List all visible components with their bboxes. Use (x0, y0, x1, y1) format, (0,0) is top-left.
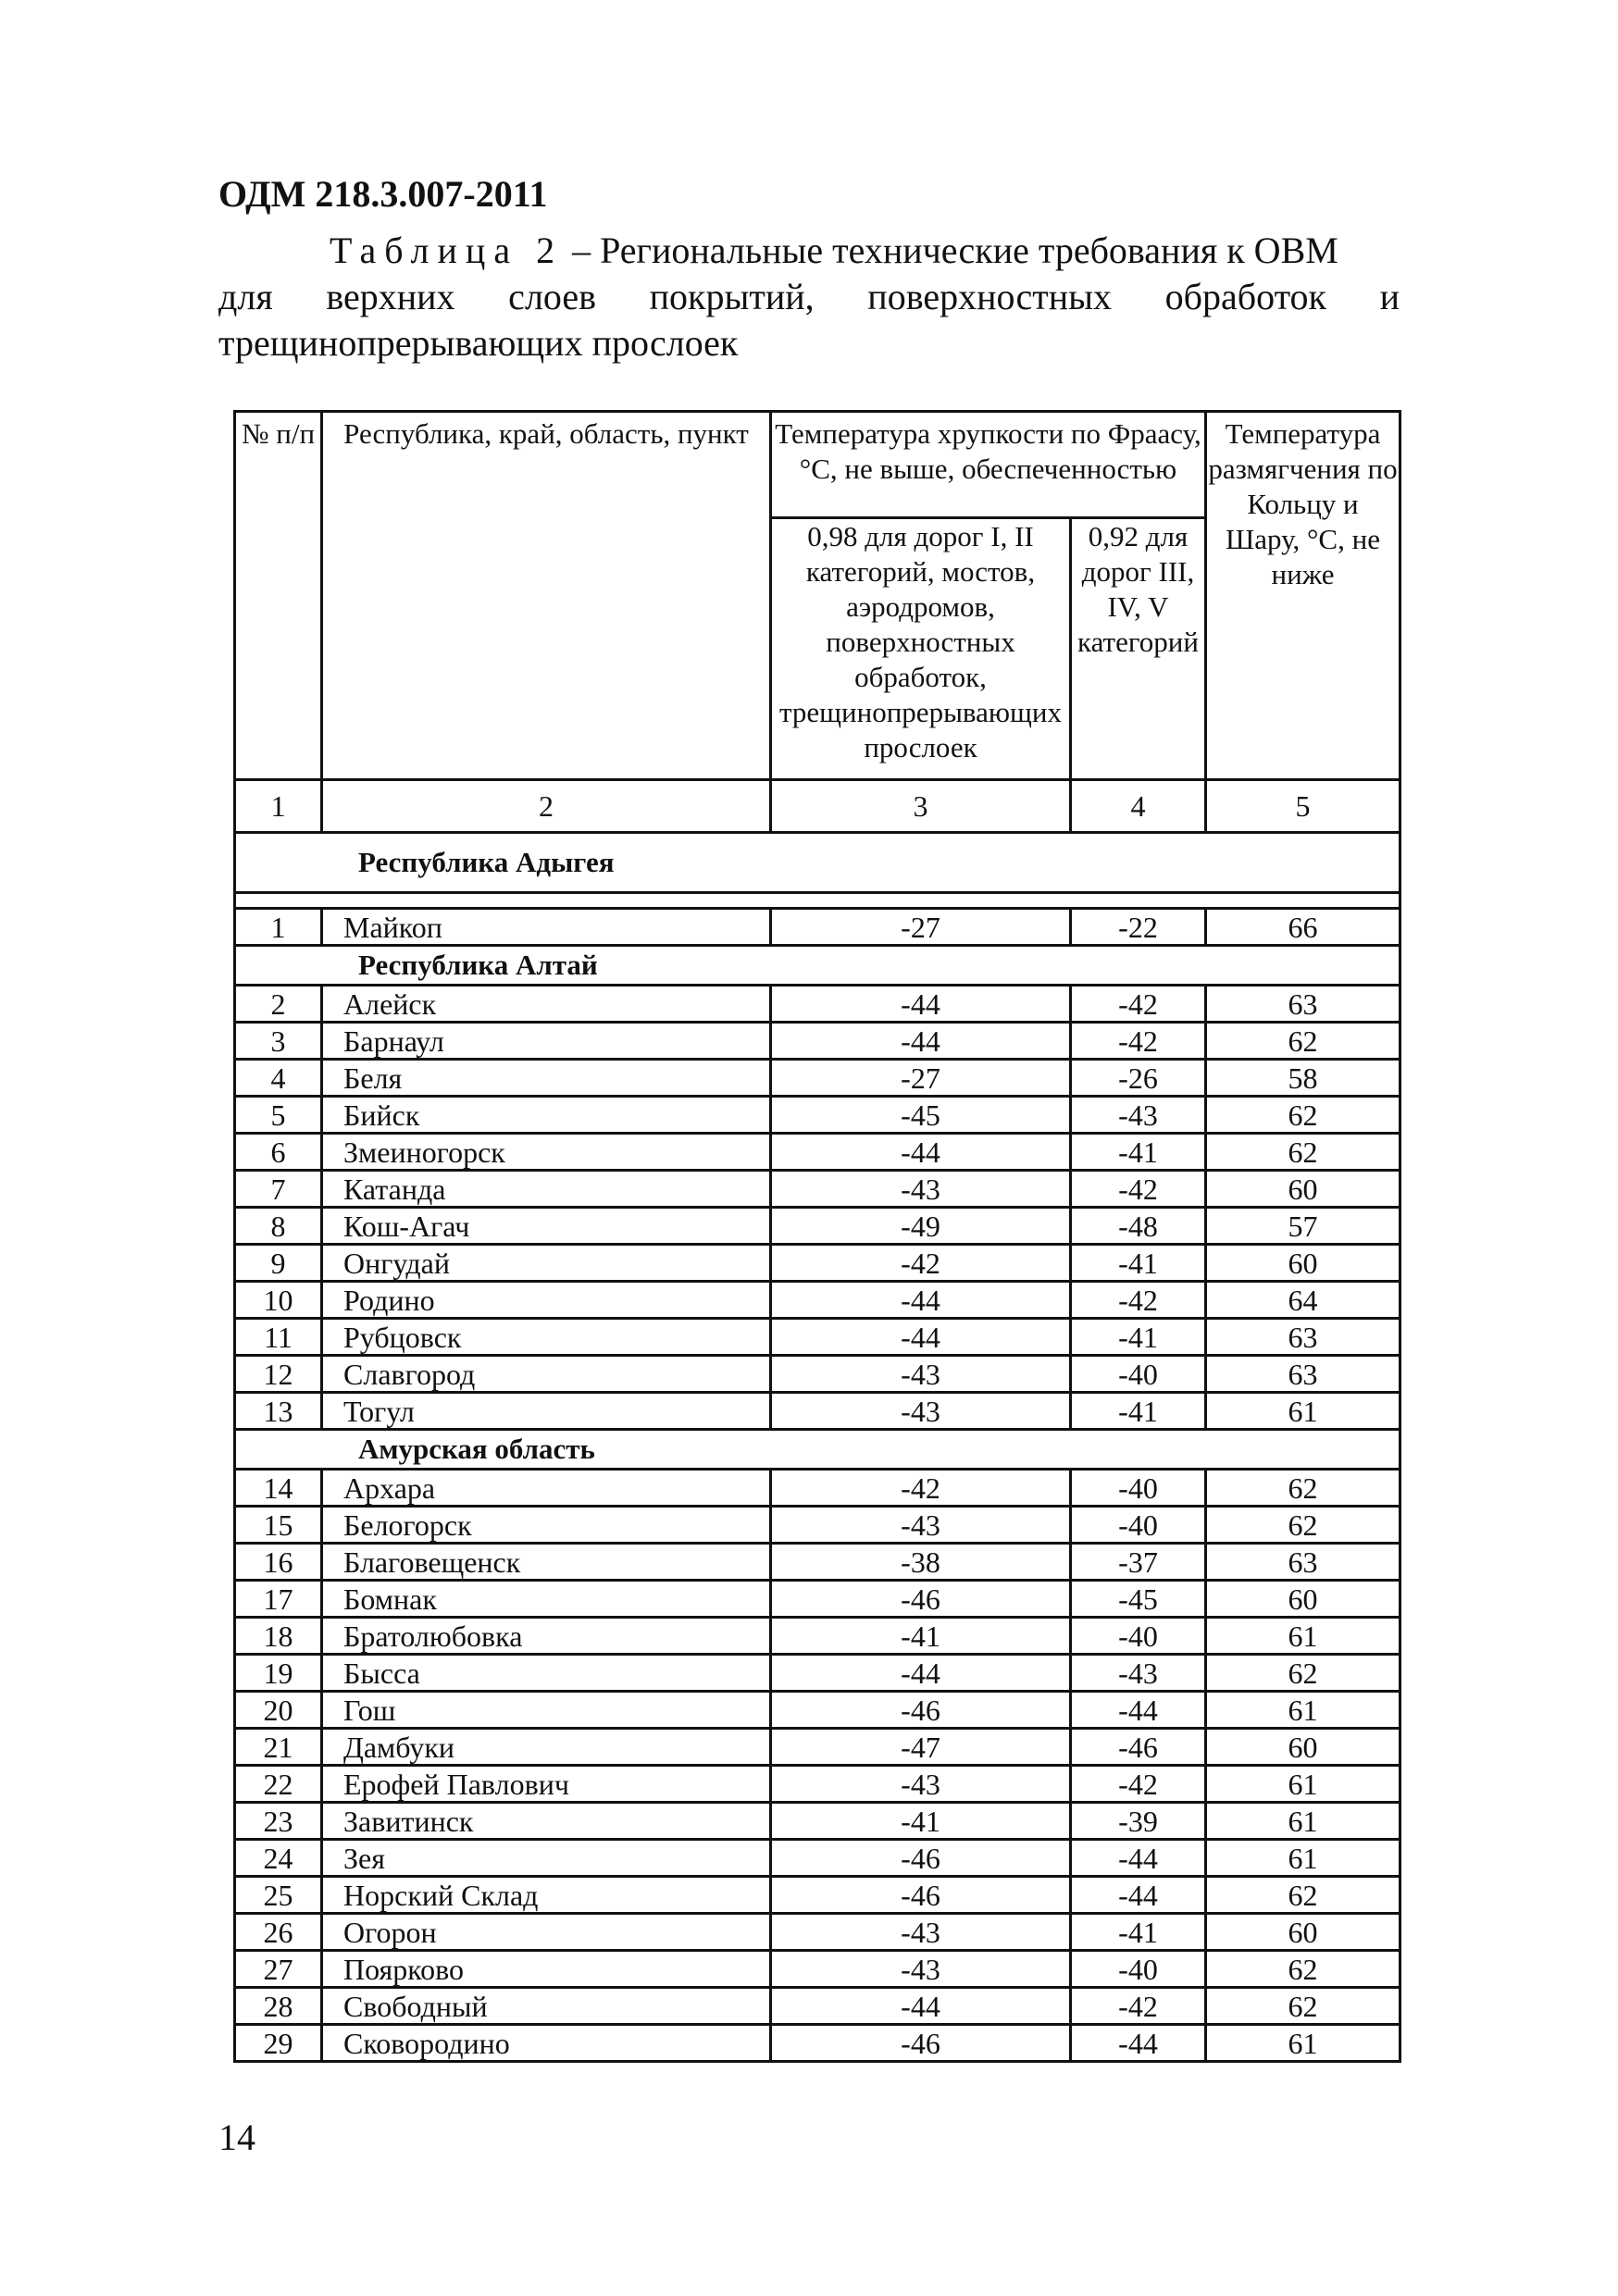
cell-softening: 60 (1206, 1581, 1400, 1618)
cell-number: 20 (235, 1692, 322, 1729)
cell-softening: 64 (1206, 1282, 1400, 1319)
cell-softening: 62 (1206, 1877, 1400, 1914)
cell-fraass-092: -45 (1071, 1581, 1206, 1618)
cell-softening: 63 (1206, 1356, 1400, 1393)
cell-number: 25 (235, 1877, 322, 1914)
cell-fraass-092: -40 (1071, 1470, 1206, 1507)
cell-fraass-098: -38 (771, 1544, 1071, 1581)
table-row (235, 1840, 1400, 1877)
cell-number: 10 (235, 1282, 322, 1319)
cell-location: Норский Склад (322, 1877, 771, 1914)
table-row (235, 1470, 1400, 1507)
cell-softening: 62 (1206, 1507, 1400, 1544)
cell-fraass-098: -43 (771, 1507, 1071, 1544)
caption-title-line2: для верхних слоев покрытий, поверхностных обработок и (218, 276, 1400, 317)
cell-number: 28 (235, 1988, 322, 2025)
document-code: ОДМ 218.3.007-2011 (218, 173, 548, 215)
cell-fraass-098: -44 (771, 1655, 1071, 1692)
cell-fraass-092: -22 (1071, 909, 1206, 946)
page-number: 14 (218, 2116, 255, 2158)
table-body (235, 780, 1400, 2062)
header-number: № п/п (235, 412, 322, 780)
header-col-092: 0,92 для дорог III, IV, V категорий (1071, 518, 1206, 780)
cell-fraass-098: -43 (771, 1356, 1071, 1393)
cell-softening: 63 (1206, 1544, 1400, 1581)
table-row (235, 1245, 1400, 1282)
cell-fraass-092: -39 (1071, 1803, 1206, 1840)
cell-location: Бысса (322, 1655, 771, 1692)
cell-number: 3 (235, 1023, 322, 1060)
cell-location: Свободный (322, 1988, 771, 2025)
table-row (235, 1544, 1400, 1581)
cell-fraass-092: -42 (1071, 1766, 1206, 1803)
cell-fraass-092: -41 (1071, 1319, 1206, 1356)
cell-softening: 61 (1206, 1618, 1400, 1655)
cell-location: Дамбуки (322, 1729, 771, 1766)
cell-fraass-098: -46 (771, 1840, 1071, 1877)
cell-fraass-092: -41 (1071, 1245, 1206, 1282)
cell-fraass-098: -46 (771, 1877, 1071, 1914)
cell-softening: 61 (1206, 1840, 1400, 1877)
table-row (235, 986, 1400, 1023)
cell-location: Зея (322, 1840, 771, 1877)
table-row (235, 1655, 1400, 1692)
cell-location: Славгород (322, 1356, 771, 1393)
cell-fraass-092: -41 (1071, 1914, 1206, 1951)
cell-number: 29 (235, 2025, 322, 2062)
cell-fraass-098: -46 (771, 1581, 1071, 1618)
cell-softening: 62 (1206, 1023, 1400, 1060)
cell-fraass-092: -48 (1071, 1208, 1206, 1245)
cell-location: Алейск (322, 986, 771, 1023)
table-row (235, 1171, 1400, 1208)
cell-location: Майкоп (322, 909, 771, 946)
cell-location: Завитинск (322, 1803, 771, 1840)
table-row (235, 2025, 1400, 2062)
cell-softening: 57 (1206, 1208, 1400, 1245)
cell-softening: 61 (1206, 1393, 1400, 1430)
cell-fraass-092: -40 (1071, 1618, 1206, 1655)
caption-title-line3: трещинопрерывающих прослоек (218, 322, 739, 364)
cell-fraass-098: -42 (771, 1245, 1071, 1282)
requirements-table (233, 410, 1401, 2063)
cell-softening: 60 (1206, 1914, 1400, 1951)
cell-softening: 62 (1206, 1951, 1400, 1988)
header-region: Республика, край, область, пункт (322, 412, 771, 780)
cell-fraass-098: -41 (771, 1618, 1071, 1655)
cell-fraass-092: -40 (1071, 1507, 1206, 1544)
cell-number: 22 (235, 1766, 322, 1803)
region-row (235, 1430, 1400, 1470)
cell-fraass-092: -46 (1071, 1729, 1206, 1766)
cell-fraass-098: -41 (771, 1803, 1071, 1840)
cell-fraass-098: -43 (771, 1171, 1071, 1208)
cell-fraass-098: -44 (771, 986, 1071, 1023)
cell-number: 11 (235, 1319, 322, 1356)
table-row (235, 1060, 1400, 1097)
cell-location: Кош-Агач (322, 1208, 771, 1245)
cell-softening: 62 (1206, 1470, 1400, 1507)
cell-number: 16 (235, 1544, 322, 1581)
cell-softening: 63 (1206, 986, 1400, 1023)
cell-number: 26 (235, 1914, 322, 1951)
cell-softening: 62 (1206, 1655, 1400, 1692)
cell-location: Рубцовск (322, 1319, 771, 1356)
cell-fraass-092: -44 (1071, 2025, 1206, 2062)
cell-fraass-092: -26 (1071, 1060, 1206, 1097)
table-row (235, 1581, 1400, 1618)
cell-softening: 63 (1206, 1319, 1400, 1356)
cell-fraass-098: -45 (771, 1097, 1071, 1134)
cell-location: Бийск (322, 1097, 771, 1134)
cell-number: 27 (235, 1951, 322, 1988)
cell-fraass-092: -40 (1071, 1951, 1206, 1988)
cell-location: Родино (322, 1282, 771, 1319)
cell-fraass-092: -42 (1071, 986, 1206, 1023)
cell-location: Огорон (322, 1914, 771, 1951)
cell-number: 1 (235, 909, 322, 946)
table-row (235, 1914, 1400, 1951)
spacer-cell (235, 893, 1400, 909)
cell-fraass-098: -27 (771, 909, 1071, 946)
table-row (235, 1023, 1400, 1060)
cell-location: Ерофей Павлович (322, 1766, 771, 1803)
cell-number: 21 (235, 1729, 322, 1766)
cell-number: 14 (235, 1470, 322, 1507)
cell-location: Поярково (322, 1951, 771, 1988)
cell-softening: 58 (1206, 1060, 1400, 1097)
region-name: Республика Адыгея (235, 833, 1400, 893)
cell-fraass-098: -42 (771, 1470, 1071, 1507)
cell-softening: 61 (1206, 2025, 1400, 2062)
cell-softening: 61 (1206, 1692, 1400, 1729)
cell-fraass-092: -44 (1071, 1692, 1206, 1729)
cell-number: 4 (235, 1060, 322, 1097)
column-number: 5 (1206, 780, 1400, 833)
table-row (235, 1134, 1400, 1171)
cell-fraass-092: -37 (1071, 1544, 1206, 1581)
cell-number: 19 (235, 1655, 322, 1692)
cell-fraass-098: -27 (771, 1060, 1071, 1097)
cell-location: Белогорск (322, 1507, 771, 1544)
cell-number: 24 (235, 1840, 322, 1877)
cell-number: 13 (235, 1393, 322, 1430)
cell-number: 9 (235, 1245, 322, 1282)
table-row (235, 1988, 1400, 2025)
cell-number: 18 (235, 1618, 322, 1655)
cell-number: 2 (235, 986, 322, 1023)
column-number: 4 (1071, 780, 1206, 833)
table-caption (218, 228, 1400, 366)
column-number: 3 (771, 780, 1071, 833)
table-row (235, 1097, 1400, 1134)
cell-number: 7 (235, 1171, 322, 1208)
cell-softening: 61 (1206, 1766, 1400, 1803)
cell-softening: 60 (1206, 1245, 1400, 1282)
region-row (235, 946, 1400, 986)
cell-softening: 60 (1206, 1171, 1400, 1208)
header-col-098: 0,98 для дорог I, II категорий, мостов, аэродромов, поверхностных обработок, трещинопрерывающих прослоек (771, 518, 1071, 780)
cell-softening: 62 (1206, 1988, 1400, 2025)
cell-fraass-092: -42 (1071, 1171, 1206, 1208)
caption-title-line1: – Региональные технические требования к ОВМ (572, 230, 1338, 271)
table-row (235, 1877, 1400, 1914)
cell-fraass-098: -44 (771, 1282, 1071, 1319)
cell-fraass-098: -44 (771, 1319, 1071, 1356)
table-row (235, 1729, 1400, 1766)
table-row (235, 1356, 1400, 1393)
cell-softening: 62 (1206, 1134, 1400, 1171)
region-name: Республика Алтай (235, 946, 1400, 986)
cell-location: Бомнак (322, 1581, 771, 1618)
cell-number: 17 (235, 1581, 322, 1618)
cell-fraass-098: -46 (771, 1692, 1071, 1729)
cell-location: Тогул (322, 1393, 771, 1430)
cell-fraass-092: -41 (1071, 1134, 1206, 1171)
cell-fraass-098: -44 (771, 1134, 1071, 1171)
cell-location: Барнаул (322, 1023, 771, 1060)
cell-fraass-092: -40 (1071, 1356, 1206, 1393)
cell-location: Архара (322, 1470, 771, 1507)
cell-number: 15 (235, 1507, 322, 1544)
cell-location: Змеиногорск (322, 1134, 771, 1171)
cell-fraass-092: -43 (1071, 1097, 1206, 1134)
cell-softening: 60 (1206, 1729, 1400, 1766)
table-row (235, 1692, 1400, 1729)
cell-fraass-092: -42 (1071, 1023, 1206, 1060)
table-row (235, 1803, 1400, 1840)
cell-fraass-098: -43 (771, 1766, 1071, 1803)
cell-number: 23 (235, 1803, 322, 1840)
cell-number: 12 (235, 1356, 322, 1393)
column-number-row (235, 780, 1400, 833)
cell-location: Онгудай (322, 1245, 771, 1282)
cell-location: Беля (322, 1060, 771, 1097)
table-row (235, 1393, 1400, 1430)
cell-fraass-098: -49 (771, 1208, 1071, 1245)
region-row (235, 833, 1400, 893)
table-row (235, 1507, 1400, 1544)
cell-fraass-092: -42 (1071, 1282, 1206, 1319)
cell-location: Сковородино (322, 2025, 771, 2062)
cell-fraass-098: -47 (771, 1729, 1071, 1766)
cell-fraass-098: -43 (771, 1393, 1071, 1430)
table-row (235, 1319, 1400, 1356)
cell-softening: 66 (1206, 909, 1400, 946)
cell-location: Катанда (322, 1171, 771, 1208)
cell-fraass-092: -43 (1071, 1655, 1206, 1692)
table-row (235, 1951, 1400, 1988)
header-softening: Температура размягчения по Кольцу и Шару, °С, не ниже (1206, 412, 1400, 780)
header-fraass: Температура хрупкости по Фраасу, °С, не выше, обеспеченностью (771, 412, 1206, 518)
cell-location: Гош (322, 1692, 771, 1729)
cell-location: Братолюбовка (322, 1618, 771, 1655)
cell-fraass-098: -44 (771, 1988, 1071, 2025)
cell-number: 8 (235, 1208, 322, 1245)
cell-fraass-098: -44 (771, 1023, 1071, 1060)
table-row (235, 909, 1400, 946)
cell-fraass-092: -41 (1071, 1393, 1206, 1430)
spacer-row (235, 893, 1400, 909)
table-row (235, 1208, 1400, 1245)
column-number: 1 (235, 780, 322, 833)
cell-fraass-098: -43 (771, 1914, 1071, 1951)
cell-fraass-092: -42 (1071, 1988, 1206, 2025)
cell-location: Благовещенск (322, 1544, 771, 1581)
cell-number: 6 (235, 1134, 322, 1171)
cell-fraass-092: -44 (1071, 1840, 1206, 1877)
cell-fraass-098: -43 (771, 1951, 1071, 1988)
cell-fraass-092: -44 (1071, 1877, 1206, 1914)
table-row (235, 1282, 1400, 1319)
cell-fraass-098: -46 (771, 2025, 1071, 2062)
column-number: 2 (322, 780, 771, 833)
table-row (235, 1766, 1400, 1803)
region-name: Амурская область (235, 1430, 1400, 1470)
caption-label: Таблица 2 (330, 230, 564, 271)
cell-number: 5 (235, 1097, 322, 1134)
table-row (235, 1618, 1400, 1655)
cell-softening: 62 (1206, 1097, 1400, 1134)
cell-softening: 61 (1206, 1803, 1400, 1840)
